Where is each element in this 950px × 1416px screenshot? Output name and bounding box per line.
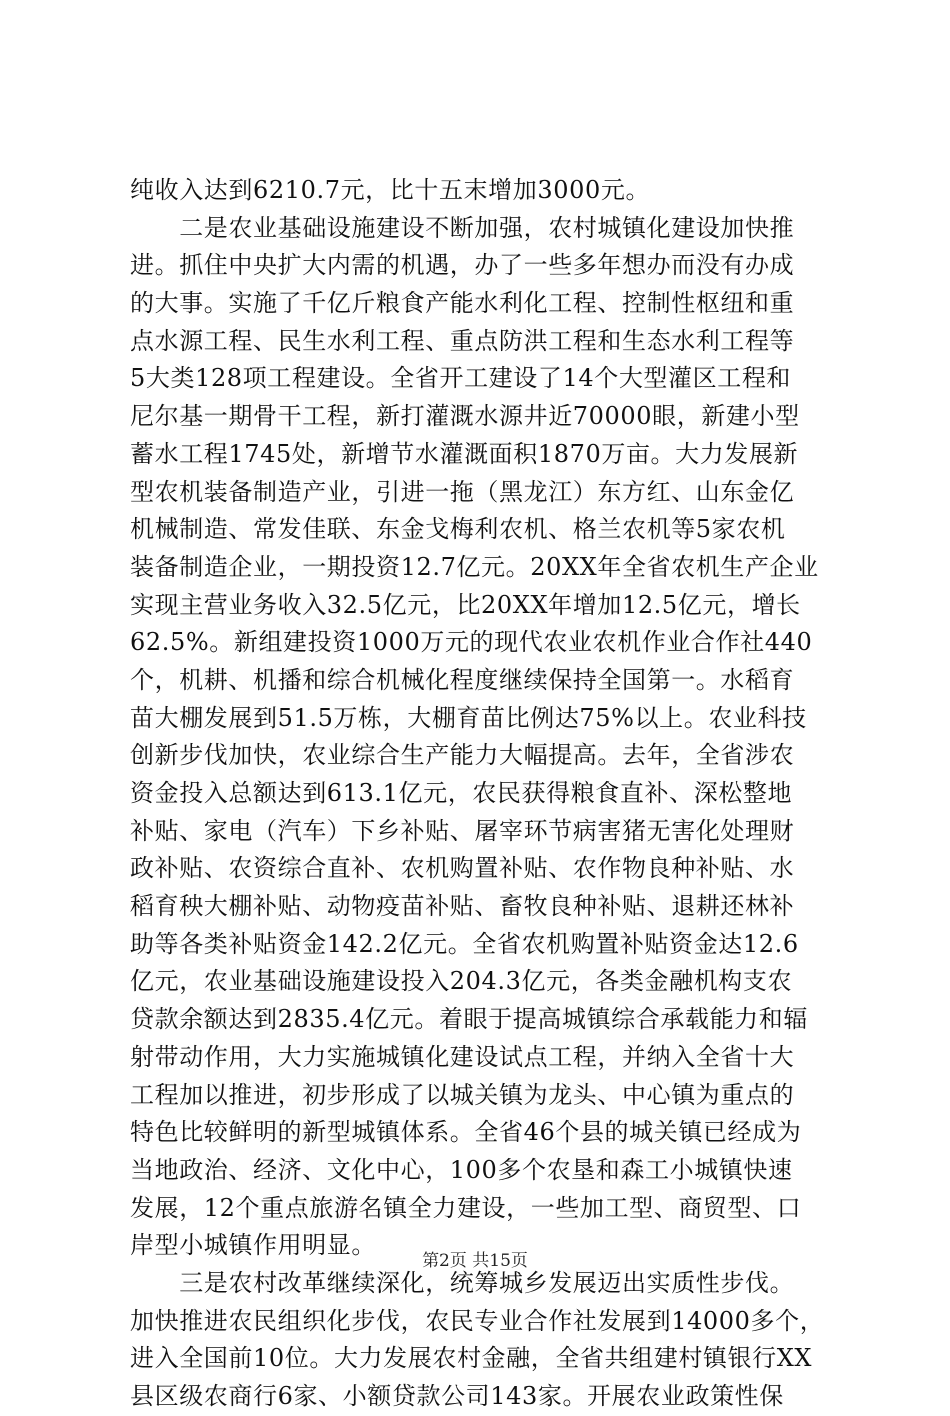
text-line: 苗大棚发展到51.5万栋，大棚育苗比例达75%以上。农业科技 [130, 703, 807, 732]
text-line: 当地政治、经济、文化中心，100多个农垦和森工小城镇快速 [130, 1155, 793, 1184]
text-line: 射带动作用，大力实施城镇化建设试点工程，并纳入全省十大 [130, 1042, 795, 1071]
text-line: 型农机装备制造产业，引进一拖（黑龙江）东方红、山东金亿 [130, 477, 795, 506]
text-line: 进。抓住中央扩大内需的机遇，办了一些多年想办而没有办成 [130, 251, 795, 280]
document-body [130, 172, 830, 1416]
text-line: 工程加以推进，初步形成了以城关镇为龙头、中心镇为重点的 [130, 1080, 795, 1109]
text-line: 亿元，农业基础设施建设投入204.3亿元，各类金融机构支农 [130, 967, 793, 996]
text-line: 机械制造、常发佳联、东金戈梅利农机、格兰农机等5家农机 [130, 515, 786, 544]
text-line: 进入全国前10位。大力发展农村金融，全省共组建村镇银行XX [130, 1344, 813, 1373]
text-line: 二是农业基础设施建设不断加强，农村城镇化建设加快推 [130, 213, 795, 242]
text-line: 蓄水工程1745处，新增节水灌溉面积1870万亩。大力发展新 [130, 439, 799, 468]
text-line: 特色比较鲜明的新型城镇体系。全省46个县的城关镇已经成为 [130, 1118, 802, 1147]
text-line: 5大类128项工程建设。全省开工建设了14个大型灌区工程和 [130, 364, 792, 393]
text-line: 的大事。实施了千亿斤粮食产能水利化工程、控制性枢纽和重 [130, 289, 795, 318]
text-line: 纯收入达到6210.7元，比十五末增加3000元。 [130, 176, 651, 204]
text-line: 尼尔基一期骨干工程，新打灌溉水源井近70000眼，新建小型 [130, 402, 800, 431]
text-line: 补贴、家电（汽车）下乡补贴、屠宰环节病害猪无害化处理财 [130, 816, 795, 845]
text-line: 政补贴、农资综合直补、农机购置补贴、农作物良种补贴、水 [130, 854, 795, 883]
text-line: 创新步伐加快，农业综合生产能力大幅提高。去年，全省涉农 [130, 741, 795, 770]
text-line: 三是农村改革继续深化，统筹城乡发展迈出实质性步伐。 [130, 1268, 795, 1297]
text-line: 62.5%。新组建投资1000万元的现代农业农机作业合作社440 [130, 628, 813, 657]
page-number: 第2页 共15页 [422, 1251, 528, 1271]
text-line: 贷款余额达到2835.4亿元。着眼于提高城镇综合承载能力和辐 [130, 1005, 808, 1034]
text-line: 助等各类补贴资金142.2亿元。全省农机购置补贴资金达12.6 [130, 929, 799, 958]
text-line: 实现主营业务收入32.5亿元，比20XX年增加12.5亿元，增长 [130, 590, 801, 619]
text-line: 资金投入总额达到613.1亿元，农民获得粮食直补、深松整地 [130, 779, 793, 807]
text-line: 个，机耕、机播和综合机械化程度继续保持全国第一。水稻育 [130, 665, 795, 694]
text-line: 岸型小城镇作用明显。 [130, 1231, 376, 1260]
page-footer [0, 1246, 950, 1271]
text-line: 加快推进农民组织化步伐，农民专业合作社发展到14000多个， [130, 1306, 825, 1335]
text-line: 稻育秧大棚补贴、动物疫苗补贴、畜牧良种补贴、退耕还林补 [130, 892, 795, 921]
text-line: 装备制造企业，一期投资12.7亿元。20XX年全省农机生产企业 [130, 552, 819, 581]
text-line: 县区级农商行6家、小额贷款公司143家。开展农业政策性保 [130, 1382, 784, 1410]
text-line: 点水源工程、民生水利工程、重点防洪工程和生态水利工程等 [130, 326, 795, 355]
text-line: 发展，12个重点旅游名镇全力建设，一些加工型、商贸型、口 [130, 1193, 802, 1222]
